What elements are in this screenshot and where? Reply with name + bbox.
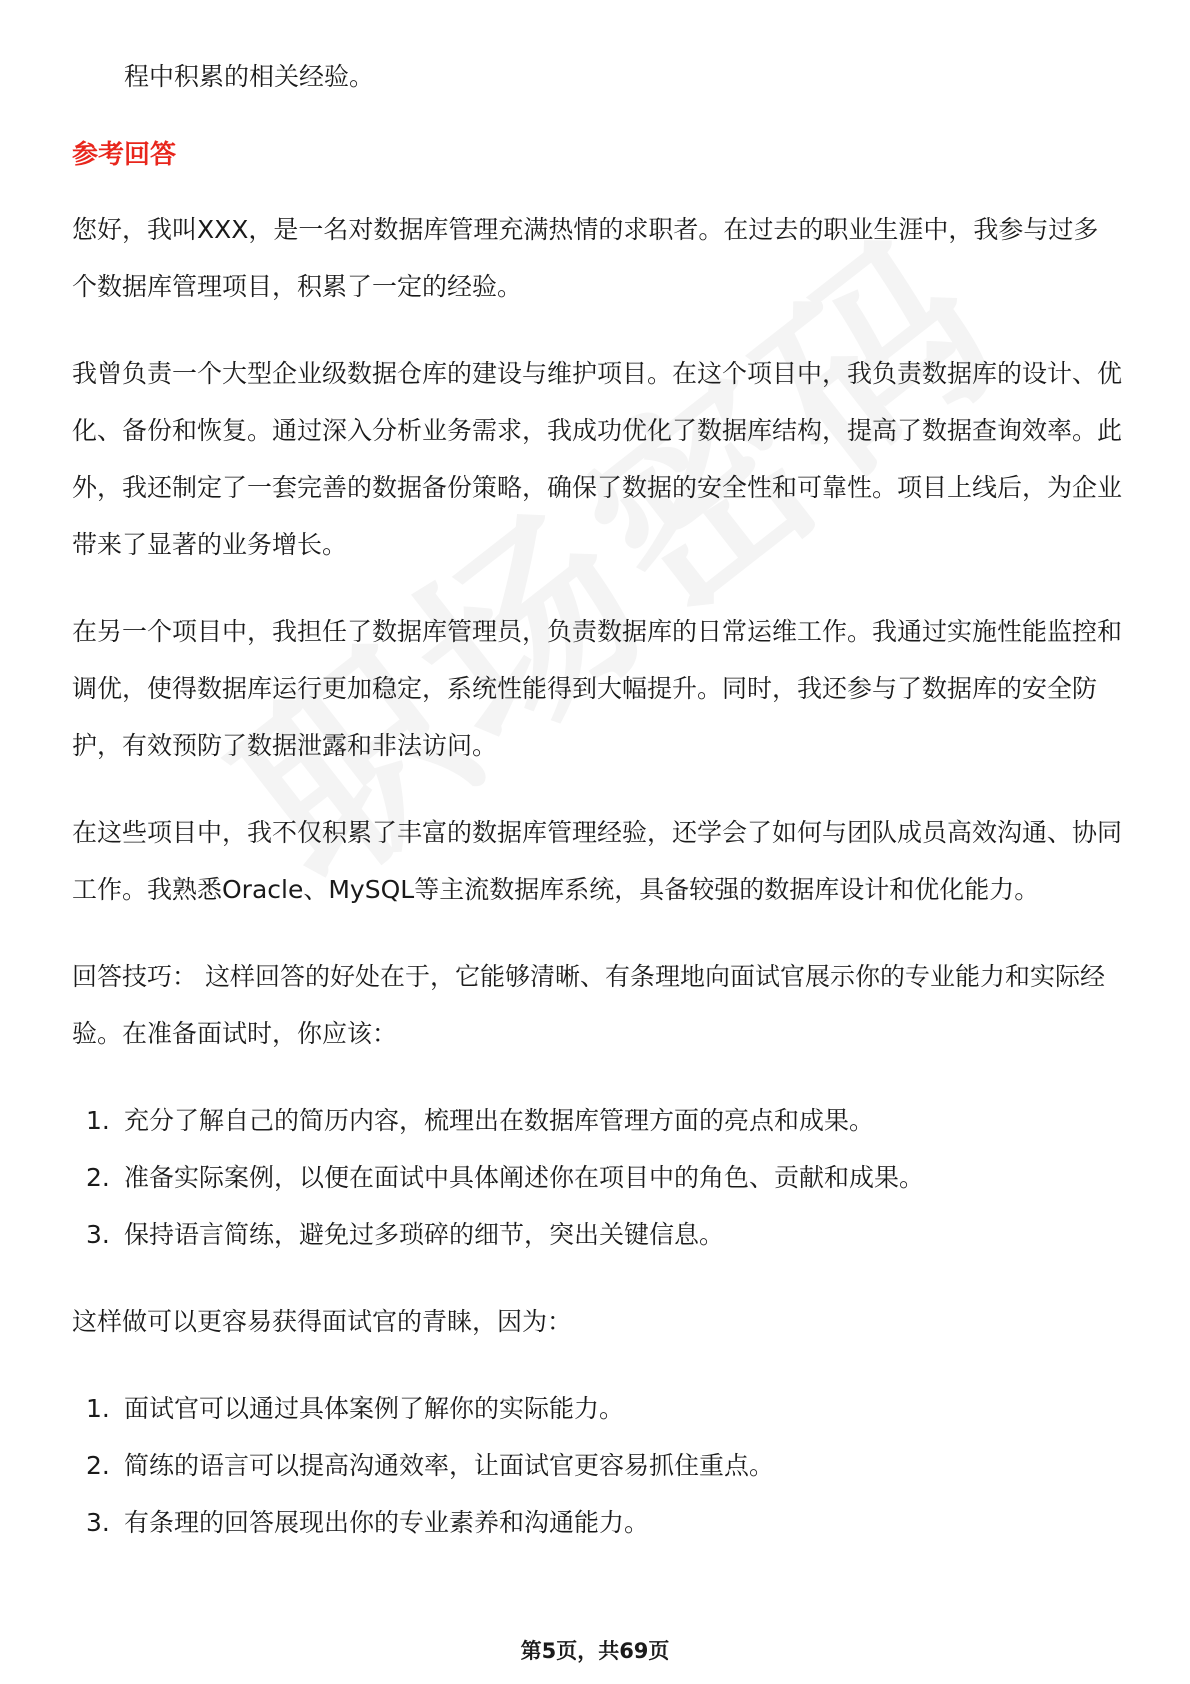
- list-number: 1.: [86, 1106, 110, 1135]
- list-text: 有条理的回答展现出你的专业素养和沟通能力。: [124, 1508, 650, 1537]
- list-text: 面试官可以通过具体案例了解你的实际能力。: [124, 1394, 625, 1423]
- section-heading: 参考回答: [72, 140, 177, 170]
- list-item: [72, 1206, 1122, 1263]
- list-item: [72, 1494, 1122, 1551]
- list-text: 准备实际案例，以便在面试中具体阐述你在项目中的角色、贡献和成果。: [124, 1163, 925, 1192]
- continuation-text: 程中积累的相关经验。: [124, 62, 375, 91]
- reasons-list: [72, 1380, 1122, 1551]
- list-number: 2.: [86, 1163, 110, 1192]
- list-text: 保持语言简练，避免过多琐碎的细节，突出关键信息。: [124, 1220, 725, 1249]
- paragraph-project-1: 我曾负责一个大型企业级数据仓库的建设与维护项目。在这个项目中，我负责数据库的设计、优化、备份和恢复。通过深入分析业务需求，我成功优化了数据库结构，提高了数据查询效率。此外，我还制定了一套完善的数据备份策略，确保了数据的安全性和可靠性。项目上线后，为企业带来了显著的业务增长。: [72, 359, 1123, 559]
- tips-list: [72, 1092, 1122, 1263]
- list-item: [72, 1380, 1122, 1437]
- paragraph-intro: 您好，我叫XXX，是一名对数据库管理充满热情的求职者。在过去的职业生涯中，我参与过多个数据库管理项目，积累了一定的经验。: [72, 215, 1099, 301]
- list-item: [72, 1092, 1122, 1149]
- paragraph-project-2: 在另一个项目中，我担任了数据库管理员，负责数据库的日常运维工作。我通过实施性能监控和调优，使得数据库运行更加稳定，系统性能得到大幅提升。同时，我还参与了数据库的安全防护，有效预防了数据泄露和非法访问。: [72, 617, 1123, 760]
- list-item: [72, 1437, 1122, 1494]
- list-number: 3.: [86, 1508, 110, 1537]
- page-footer: 第5页，共69页: [520, 1639, 670, 1663]
- list-number: 2.: [86, 1451, 110, 1480]
- paragraph-tips: 回答技巧： 这样回答的好处在于，它能够清晰、有条理地向面试官展示你的专业能力和实际经验。在准备面试时，你应该：: [72, 962, 1105, 1048]
- paragraph-skills: 在这些项目中，我不仅积累了丰富的数据库管理经验，还学会了如何与团队成员高效沟通、协同工作。我熟悉Oracle、MySQL等主流数据库系统，具备较强的数据库设计和优化能力。: [72, 818, 1123, 904]
- list-number: 1.: [86, 1394, 110, 1423]
- list-number: 3.: [86, 1220, 110, 1249]
- list-item: [72, 1149, 1122, 1206]
- list-text: 简练的语言可以提高沟通效率，让面试官更容易抓住重点。: [124, 1451, 775, 1480]
- list-text: 充分了解自己的简历内容，梳理出在数据库管理方面的亮点和成果。: [124, 1106, 875, 1135]
- document-page: [72, 48, 1122, 1581]
- paragraph-reason: 这样做可以更容易获得面试官的青睐，因为：: [72, 1307, 573, 1336]
